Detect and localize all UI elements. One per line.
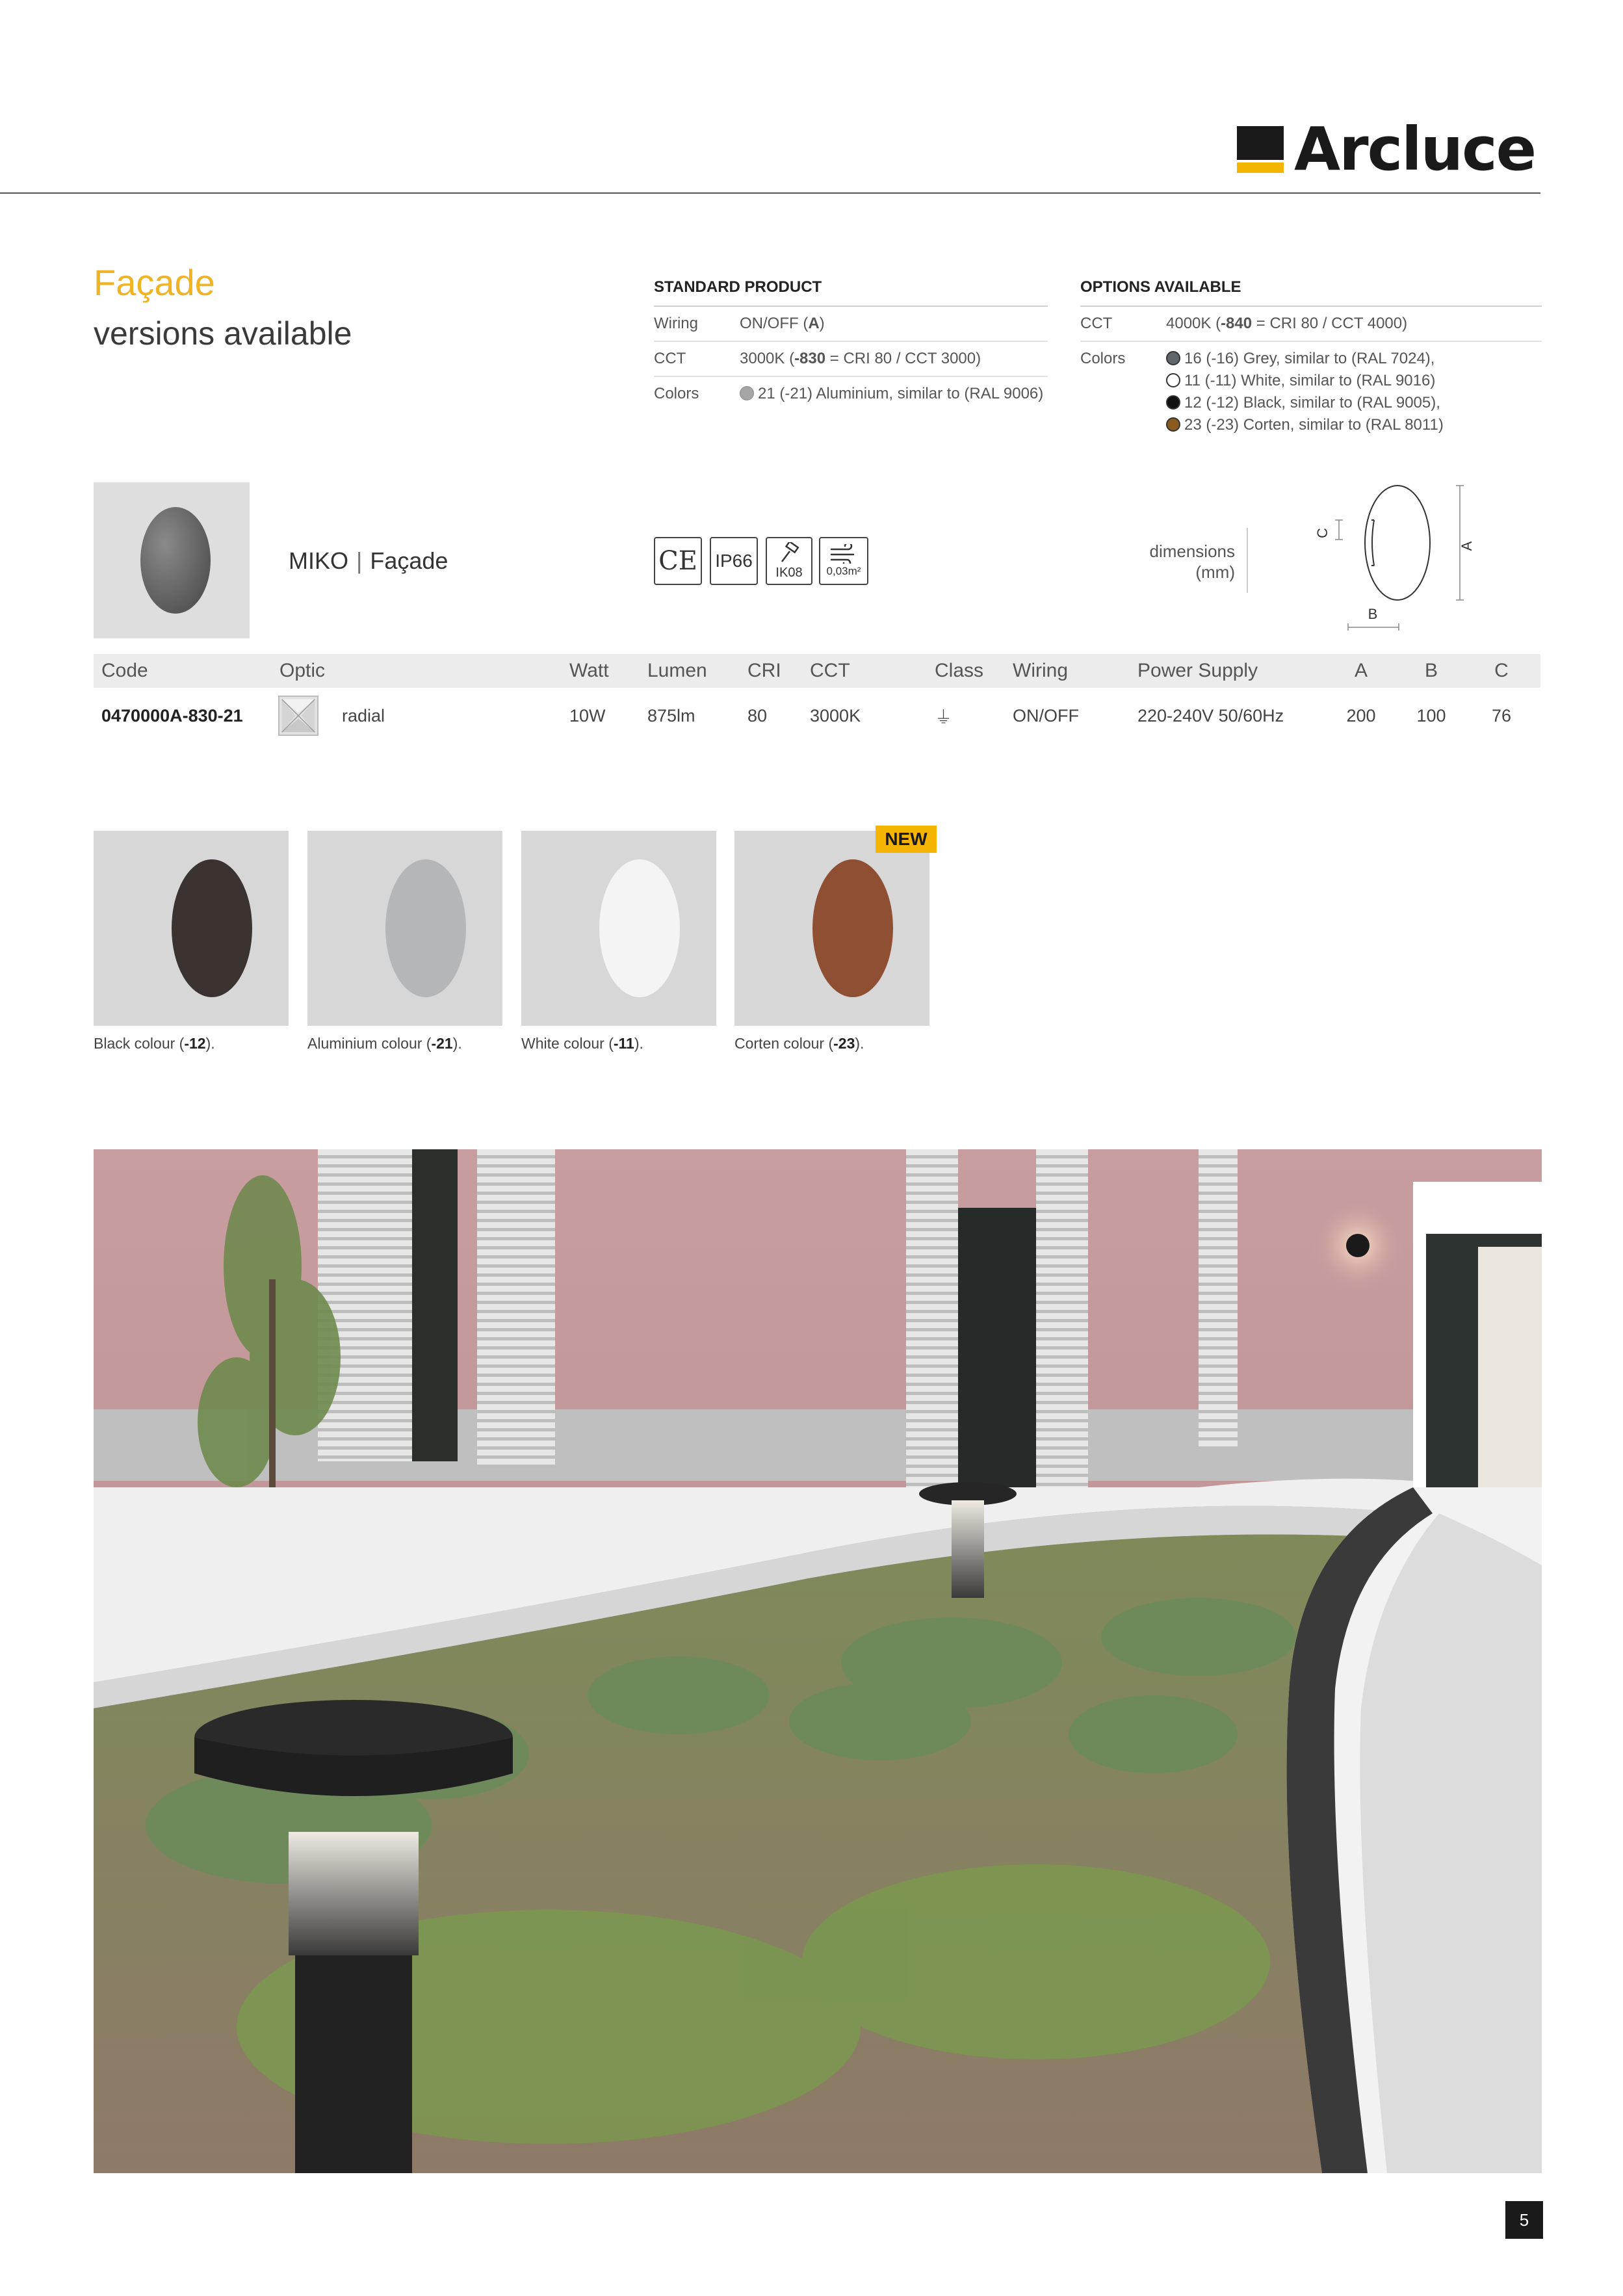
logo-mark-icon	[1237, 126, 1284, 173]
swatch-caption-black: Black colour (-12).	[94, 1035, 215, 1052]
new-badge: NEW	[876, 826, 937, 853]
page-number: 5	[1505, 2201, 1543, 2239]
dimension-a-label: A	[1459, 541, 1475, 551]
radial-optic-icon	[278, 696, 318, 736]
wind-icon	[829, 544, 859, 564]
wind-area-badge: 0,03m²	[819, 537, 868, 585]
swatch-caption-aluminium: Aluminium colour (-21).	[307, 1035, 462, 1052]
col-a: A	[1354, 660, 1368, 681]
options-heading: OPTIONS AVAILABLE	[1080, 278, 1542, 307]
options-colors-row	[1080, 342, 1542, 442]
col-b: B	[1424, 660, 1438, 681]
standard-wiring-row	[654, 307, 1048, 342]
swatch-caption-white: White colour (-11).	[521, 1035, 643, 1052]
dimensions-label: dimensions (mm)	[1149, 541, 1235, 582]
cell-power-supply: 220-240V 50/60Hz	[1137, 705, 1284, 725]
cell-code: 0470000A-830-21	[101, 705, 243, 725]
cell-wiring: ON/OFF	[1013, 705, 1079, 725]
swatch-caption-corten: Corten colour (-23).	[734, 1035, 864, 1052]
cell-lumen: 875lm	[647, 705, 695, 725]
ip66-badge: IP66	[710, 537, 758, 585]
standard-product-block	[654, 278, 1048, 411]
col-c: C	[1494, 660, 1509, 681]
col-watt: Watt	[569, 660, 609, 681]
options-colors-label: Colors	[1080, 350, 1126, 367]
swatch-black	[94, 831, 289, 1026]
col-wiring: Wiring	[1013, 660, 1069, 681]
cell-c: 76	[1491, 705, 1512, 725]
swatch-corten	[734, 831, 929, 1026]
color-dot-icon	[1166, 395, 1180, 410]
options-cct-label: CCT	[1080, 315, 1113, 332]
cell-optic: radial	[279, 696, 569, 736]
table-header	[94, 654, 1540, 688]
swatch-aluminium	[307, 831, 502, 1026]
standard-wiring-label: Wiring	[654, 315, 699, 332]
dimensions-divider	[1247, 528, 1248, 593]
standard-cct-label: CCT	[654, 350, 686, 367]
color-dot-icon	[1166, 417, 1180, 432]
option-color-white: 11 (-11) White, similar to (RAL 9016)	[1166, 370, 1542, 392]
col-cri: CRI	[747, 660, 781, 681]
standard-colors-label: Colors	[654, 385, 699, 402]
dimension-b-label: B	[1368, 606, 1378, 622]
option-color-grey: 16 (-16) Grey, similar to (RAL 7024),	[1166, 348, 1542, 370]
color-dot-icon	[1166, 351, 1180, 365]
product-name: MIKO | Façade	[289, 547, 448, 574]
ce-mark-icon: CE	[654, 537, 702, 585]
page-title: Façade	[94, 262, 215, 303]
standard-colors-row	[654, 377, 1048, 411]
ik08-badge: IK08	[766, 537, 812, 585]
col-cct: CCT	[810, 660, 850, 681]
swatch-white	[521, 831, 716, 1026]
options-cct-value: 4000K (-840 = CRI 80 / CCT 4000)	[1166, 315, 1408, 332]
page-subtitle: versions available	[94, 315, 352, 352]
col-lumen: Lumen	[647, 660, 707, 681]
color-dot-icon	[740, 386, 754, 400]
col-optic: Optic	[279, 660, 326, 681]
option-color-corten: 23 (-23) Corten, similar to (RAL 8011)	[1166, 414, 1542, 436]
product-table	[94, 654, 1540, 744]
table-row	[94, 688, 1540, 744]
option-color-black: 12 (-12) Black, similar to (RAL 9005),	[1166, 392, 1542, 414]
standard-product-heading: STANDARD PRODUCT	[654, 278, 1048, 307]
hammer-icon	[777, 542, 801, 564]
dimensions-drawing	[1306, 481, 1475, 631]
standard-cct-row	[654, 342, 1048, 377]
header-divider	[0, 192, 1540, 194]
cell-class-ground-icon: ⏚	[935, 707, 952, 727]
standard-cct-value: 3000K (-830 = CRI 80 / CCT 3000)	[740, 350, 981, 367]
options-colors-list	[1166, 348, 1542, 436]
cell-a: 200	[1346, 705, 1376, 725]
cell-watt: 10W	[569, 705, 606, 725]
color-dot-icon	[1166, 373, 1180, 387]
cell-cri: 80	[747, 705, 768, 725]
cell-cct: 3000K	[810, 705, 861, 725]
options-available-block	[1080, 278, 1542, 442]
col-class: Class	[935, 660, 984, 681]
standard-colors-value: 21 (-21) Aluminium, similar to (RAL 9006)	[740, 383, 1048, 405]
col-code: Code	[101, 660, 148, 681]
brand-name: Arcluce	[1294, 114, 1536, 184]
installation-photo	[94, 1149, 1542, 2173]
options-cct-row	[1080, 307, 1542, 342]
brand-logo	[1237, 114, 1536, 184]
cell-b: 100	[1416, 705, 1446, 725]
dimension-c-label: C	[1314, 528, 1331, 538]
product-thumbnail	[94, 482, 250, 638]
standard-wiring-value: ON/OFF (A)	[740, 315, 825, 332]
col-power-supply: Power Supply	[1137, 660, 1258, 681]
